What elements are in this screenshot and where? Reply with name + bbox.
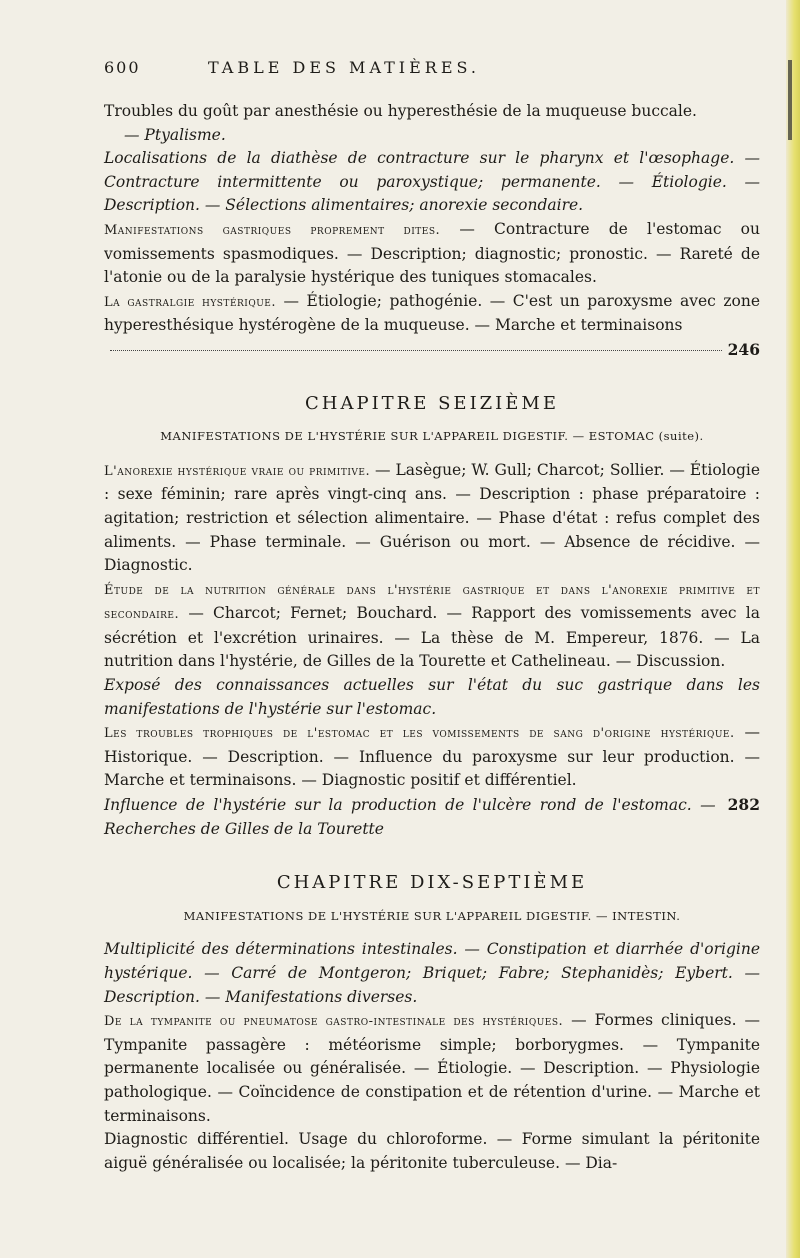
page-reference: 282 [727,795,760,815]
entry-text: — Charcot; Fernet; Bouchard. — Rapport des vomissements avec la sécrétion et l'excrétion urinaires. — La thèse de M. Empereur, 1876. — La nutrition dans l'hystérie, de Gilles de la Tourette et Cathelineau. — Discussion. [104,604,760,671]
page-edge-shadow [788,60,792,140]
toc-entry [104,218,760,290]
chapter-title: CHAPITRE DIX-SEPTIÈME [276,872,588,894]
entry-text: — Lasègue; W. Gull; Charcot; Sollier. — Étiologie : sexe féminin; rare après vingt-cinq ans. — Description : phase préparatoire : agitation; restriction et sélection alimentaire. — Phase d'état : refus complet des aliments. — Phase terminale. — Guérison ou mort. — Absence de récidive. — Diagnostic. [104,460,760,575]
page-edge [786,0,800,1258]
dot-leader [110,350,722,351]
toc-entry [104,147,760,218]
entry-heading: L'anorexie hystérique vraie ou primitive. [104,463,371,479]
entry-heading: La gastralgie hystérique. [104,294,277,310]
chapter-subtitle: MANIFESTATIONS DE L'HYSTÉRIE SUR L'APPAREIL DIGESTIF. — INTESTIN. [183,908,681,923]
toc-entry [104,100,760,124]
toc-leader-line [104,338,760,362]
toc-entry [104,290,760,338]
page-header [104,58,744,82]
entry-heading: De la tympanite ou pneumatose gastro-intestinale des hystériques. [104,1014,564,1030]
chapter-title: CHAPITRE SEIZIÈME [304,392,560,414]
toc-content [104,100,760,1175]
entry-text: Troubles du goût par anesthésie ou hyperesthésie de la muqueuse buccale. [104,102,697,120]
toc-entry [104,1128,760,1175]
toc-entry [104,721,760,793]
toc-entry [104,578,760,674]
running-title: TABLE DES MATIÈRES. [208,58,480,77]
entry-text: — Ptyalisme. [124,125,226,144]
entry-text: — Formes cliniques. — Tympanite passagère : météorisme simple; borborygmes. — Tympanite permanente localisée ou généralisée. — Étiologie. — Description. — Physiologie pathologique. — Coïncidence de constipation et de rétention d'urine. — Marche et terminaisons. [104,1011,760,1125]
entry-heading: Manifestations gastriques proprement dites. [104,222,441,238]
entry-text: — Étiologie; pathogénie. — C'est un paroxysme avec zone hyperesthésique hystérogène de la muqueuse. — Marche et terminaisons [104,291,760,335]
toc-entry [104,674,760,721]
chapter-subtitle: MANIFESTATIONS DE L'HYSTÉRIE SUR L'APPAREIL DIGESTIF. — ESTOMAC (suite). [160,429,704,444]
entry-text: Multiplicité des déterminations intestinales. — Constipation et diarrhée d'origine hystérique. — Carré de Montgeron; Briquet; Fabre; Stephanidès; Eybert. — Description. — Manifestations diverses. [104,940,760,1006]
toc-entry [104,938,760,1009]
entry-text: Diagnostic différentiel. Usage du chloroforme. — Forme simulant la péritonite aiguë généralisée ou localisée; la péritonite tuberculeuse. — Dia- [104,1130,760,1172]
entry-text: — Contracture de l'estomac ou vomissements spasmodiques. — Description; diagnostic; pronostic. — Rareté de l'atonie ou de la paralysie hystérique des tuniques stomacales. [104,219,760,287]
toc-entry [104,793,760,841]
page-number: 600 [104,58,141,77]
toc-entry [104,459,760,578]
page-reference: 246 [727,339,760,359]
entry-text: Exposé des connaissances actuelles sur l'état du suc gastrique dans les manifestations de l'hystérie sur l'estomac. [104,676,760,718]
entry-text: Influence de l'hystérie sur la production de l'ulcère rond de l'estomac. — Recherches de Gilles de la Tourette [104,796,716,838]
entry-heading: Les troubles trophiques de l'estomac et les vomissements de sang d'origine hystérique. [104,726,735,742]
toc-entry [104,1009,760,1128]
toc-entry [104,124,760,148]
entry-text: Localisations de la diathèse de contracture sur le pharynx et l'œsophage. — Contracture intermittente ou paroxystique; permanente. — Étiologie. — Description. — Sélections alimentaires; anorexie secondaire. [104,149,760,215]
entry-heading: Étude de la nutrition générale dans l'hystérie gastrique et dans l'anorexie primitive et secondaire. [104,582,760,623]
entry-text: — Historique. — Description. — Influence du paroxysme sur leur production. — Marche et terminaisons. — Diagnostic positif et différentiel. [104,723,760,790]
